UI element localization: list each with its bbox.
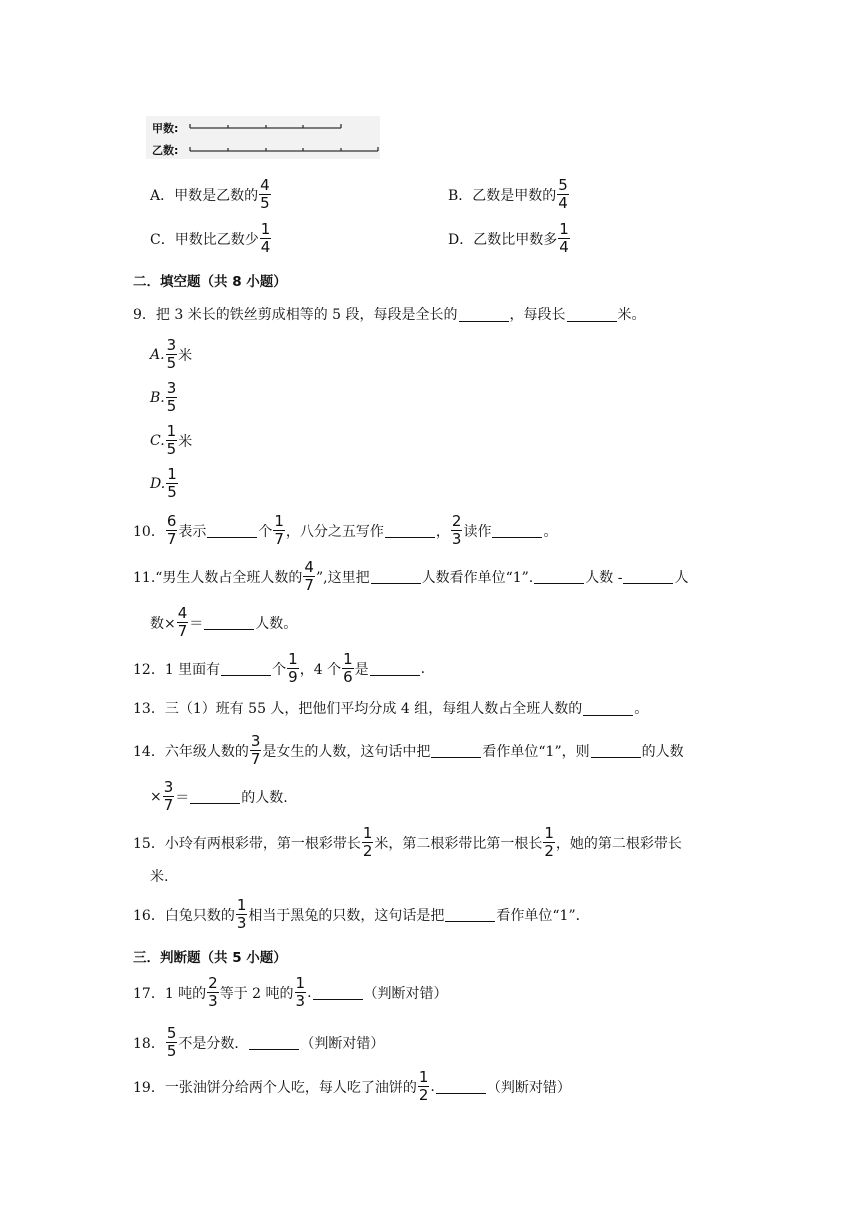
q14-text: ＝ (175, 789, 190, 806)
denominator: 7 (250, 750, 261, 768)
fraction (166, 424, 178, 457)
fraction (250, 734, 262, 767)
denominator: 5 (167, 483, 177, 501)
q15-text: 米. (150, 869, 169, 885)
answer-blank[interactable] (221, 661, 271, 676)
q14-text: 是女生的人数，这句话中把 (262, 743, 431, 760)
option-suffix: 米 (178, 433, 193, 450)
option-d-text: D．乙数比甲数多 (448, 231, 558, 248)
numerator: 1 (236, 896, 247, 914)
question-9 (133, 304, 646, 324)
q10-text: ， (435, 523, 450, 540)
numerator: 1 (167, 465, 177, 483)
q14-text: 的人数. (241, 789, 288, 806)
fraction (259, 178, 271, 211)
question-14 (133, 734, 684, 767)
q16-text: 看作单位“1”． (496, 907, 590, 924)
numerator: 3 (166, 379, 177, 397)
q17-text: . (307, 984, 312, 1001)
q8-option-a (150, 178, 272, 211)
q10-text: 个 (258, 523, 273, 540)
answer-blank[interactable] (459, 307, 509, 322)
numerator: 1 (343, 650, 353, 668)
q9-option-a (150, 338, 192, 371)
numerator: 1 (559, 220, 569, 238)
q9-text: 米。 (617, 307, 646, 323)
q11-text: 人数。 (255, 615, 298, 632)
answer-blank[interactable] (445, 907, 495, 922)
denominator: 4 (559, 238, 569, 256)
answer-blank[interactable] (492, 523, 542, 538)
section-title-true-false: 三．判断题（共 5 小题） (133, 950, 287, 966)
q19-text: . (430, 1078, 435, 1095)
numerator: 1 (274, 512, 284, 530)
numerator: 1 (418, 1068, 429, 1086)
answer-blank[interactable] (313, 985, 363, 1000)
numerator: 5 (558, 176, 568, 194)
numerator: 6 (166, 512, 177, 530)
numerator: 3 (166, 336, 177, 354)
answer-blank[interactable] (534, 569, 584, 584)
q9-option-d (150, 467, 179, 500)
fraction (287, 652, 299, 685)
fraction (207, 976, 219, 1009)
denominator: 2 (362, 842, 373, 860)
numerator: 1 (295, 974, 306, 992)
q13-text: 13．三（1）班有 55 人，把他们平均分成 4 组，每组人数占全班人数的 (133, 701, 583, 717)
denominator: 7 (274, 530, 284, 548)
option-suffix: 米 (178, 347, 193, 364)
answer-blank[interactable] (567, 307, 617, 322)
fraction (295, 976, 307, 1009)
fraction (166, 381, 178, 414)
q14-text: 14．六年级人数的 (133, 743, 249, 760)
question-15 (133, 826, 682, 859)
q14-text: × (150, 788, 162, 805)
q15-text: ，她的第二根彩带长 (555, 835, 682, 852)
q18-text: （判断对错） (300, 1035, 385, 1052)
q13-text: 。 (634, 701, 649, 717)
denominator: 3 (295, 992, 306, 1010)
q16-text: 16．白兔只数的 (133, 907, 235, 924)
q15-text: 15．小玲有两根彩带，第一根彩带长 (133, 835, 361, 852)
q11-text: ＝ (189, 615, 204, 632)
q9-text: ，每段长 (509, 307, 566, 323)
denominator: 7 (304, 576, 314, 594)
option-a-text: A．甲数是乙数的 (150, 187, 259, 204)
question-13 (133, 698, 648, 718)
question-11-line-2 (150, 606, 297, 639)
option-label: B. (150, 389, 165, 406)
numerator: 1 (362, 824, 373, 842)
numerator: 2 (208, 974, 218, 992)
option-b-text: B．乙数是甲数的 (448, 187, 557, 204)
bar-diagram-figure (146, 116, 380, 159)
q11-text: 人 (674, 569, 689, 586)
answer-blank[interactable] (370, 661, 420, 676)
q11-text: 人数 - (585, 569, 623, 586)
option-label: A. (150, 346, 165, 363)
q10-text: 表示 (178, 523, 207, 540)
fraction (558, 222, 570, 255)
answer-blank[interactable] (249, 1035, 299, 1050)
numerator: 4 (177, 604, 188, 622)
answer-blank[interactable] (583, 701, 633, 716)
q16-text: 相当于黑兔的只数，这句话是把 (248, 907, 445, 924)
denominator: 2 (418, 1086, 429, 1104)
q10-text: 读作 (463, 523, 492, 540)
q11-text: ”,这里把 (315, 569, 370, 586)
answer-blank[interactable] (385, 523, 435, 538)
fraction (362, 826, 374, 859)
figure-label-a: 甲数: (152, 122, 179, 135)
q19-text: （判断对错） (486, 1079, 571, 1096)
q10-number: 10． (133, 523, 165, 540)
question-11 (133, 560, 688, 593)
q9-option-c (150, 424, 192, 457)
denominator: 3 (208, 992, 218, 1010)
denominator: 5 (166, 1042, 177, 1060)
option-label: C. (150, 432, 165, 449)
q9-text: 9．把 3 米长的铁丝剪成相等的 5 段，每段是全长的 (133, 307, 458, 323)
q10-text: ，八分之五写作 (285, 523, 384, 540)
q11-text: 人数看作单位“1”. (421, 569, 534, 586)
answer-blank[interactable] (591, 743, 641, 758)
q15-text: 米，第二根彩带比第一根长 (374, 835, 543, 852)
question-14-line-2 (150, 780, 288, 813)
fraction (342, 652, 354, 685)
q17-text: 17．1 吨的 (133, 985, 207, 1002)
numerator: 1 (544, 824, 554, 842)
q8-option-d (448, 222, 571, 255)
answer-blank[interactable] (623, 569, 673, 584)
numerator: 5 (166, 1024, 177, 1042)
denominator: 7 (166, 530, 177, 548)
numerator: 3 (250, 732, 261, 750)
q12-text: . (420, 660, 426, 677)
answer-blank[interactable] (207, 523, 257, 538)
fraction (166, 1026, 178, 1059)
numerator: 1 (288, 650, 298, 668)
question-12 (133, 652, 425, 685)
denominator: 2 (544, 842, 554, 860)
q14-text: 看作单位“1”，则 (482, 743, 590, 760)
denominator: 5 (166, 354, 177, 372)
fraction (163, 780, 175, 813)
q17-text: （判断对错） (363, 985, 448, 1002)
q10-text: 。 (543, 523, 558, 540)
fraction (166, 514, 178, 547)
numerator: 1 (260, 220, 271, 238)
question-15-line-2 (150, 866, 168, 886)
fraction (177, 606, 189, 639)
denominator: 3 (451, 530, 462, 548)
q12-text: 12．1 里面有 (133, 661, 221, 678)
answer-blank[interactable] (190, 789, 240, 804)
q12-text: 个 (272, 661, 287, 678)
numerator: 4 (304, 558, 314, 576)
fraction (260, 222, 272, 255)
q8-option-c (150, 222, 272, 255)
figure-label-b: 乙数: (152, 144, 179, 157)
fraction (166, 467, 178, 500)
question-17 (133, 976, 448, 1009)
numerator: 3 (163, 778, 174, 796)
q9-option-b (150, 381, 178, 414)
denominator: 5 (260, 194, 270, 212)
q11-text: 数× (150, 615, 176, 632)
denominator: 6 (343, 668, 353, 686)
fraction (303, 560, 315, 593)
q18-text: 不是分数． (178, 1035, 249, 1052)
q12-text: 是 (354, 661, 369, 678)
denominator: 7 (177, 622, 188, 640)
question-19 (133, 1070, 571, 1103)
fraction (451, 514, 463, 547)
q18-text: 18． (133, 1035, 165, 1052)
answer-blank[interactable] (431, 743, 481, 758)
section-title-fill-in: 二．填空题（共 8 小题） (133, 274, 287, 290)
q11-text: 11.“男生人数占全班人数的 (133, 569, 303, 586)
denominator: 3 (236, 914, 247, 932)
denominator: 9 (288, 668, 298, 686)
fraction (418, 1070, 430, 1103)
bar-lines (146, 116, 380, 159)
fraction (557, 178, 569, 211)
denominator: 5 (166, 397, 177, 415)
q19-text: 19．一张油饼分给两个人吃，每人吃了油饼的 (133, 1079, 417, 1096)
option-c-text: C．甲数比乙数少 (150, 231, 259, 248)
answer-blank[interactable] (204, 615, 254, 630)
fraction (273, 514, 285, 547)
question-18 (133, 1026, 384, 1059)
numerator: 2 (451, 512, 462, 530)
q17-text: 等于 2 吨的 (219, 985, 294, 1002)
numerator: 4 (260, 176, 270, 194)
option-label: D. (150, 475, 166, 492)
question-16 (133, 898, 590, 931)
question-10 (133, 514, 557, 547)
numerator: 1 (166, 422, 177, 440)
q12-text: ，4 个 (299, 661, 342, 678)
denominator: 4 (260, 238, 271, 256)
fraction (543, 826, 555, 859)
fraction (236, 898, 248, 931)
denominator: 4 (558, 194, 568, 212)
answer-blank[interactable] (436, 1079, 486, 1094)
answer-blank[interactable] (371, 569, 421, 584)
fraction (166, 338, 178, 371)
q8-option-b (448, 178, 570, 211)
denominator: 7 (163, 796, 174, 814)
denominator: 5 (166, 440, 177, 458)
q14-text: 的人数 (641, 743, 684, 760)
